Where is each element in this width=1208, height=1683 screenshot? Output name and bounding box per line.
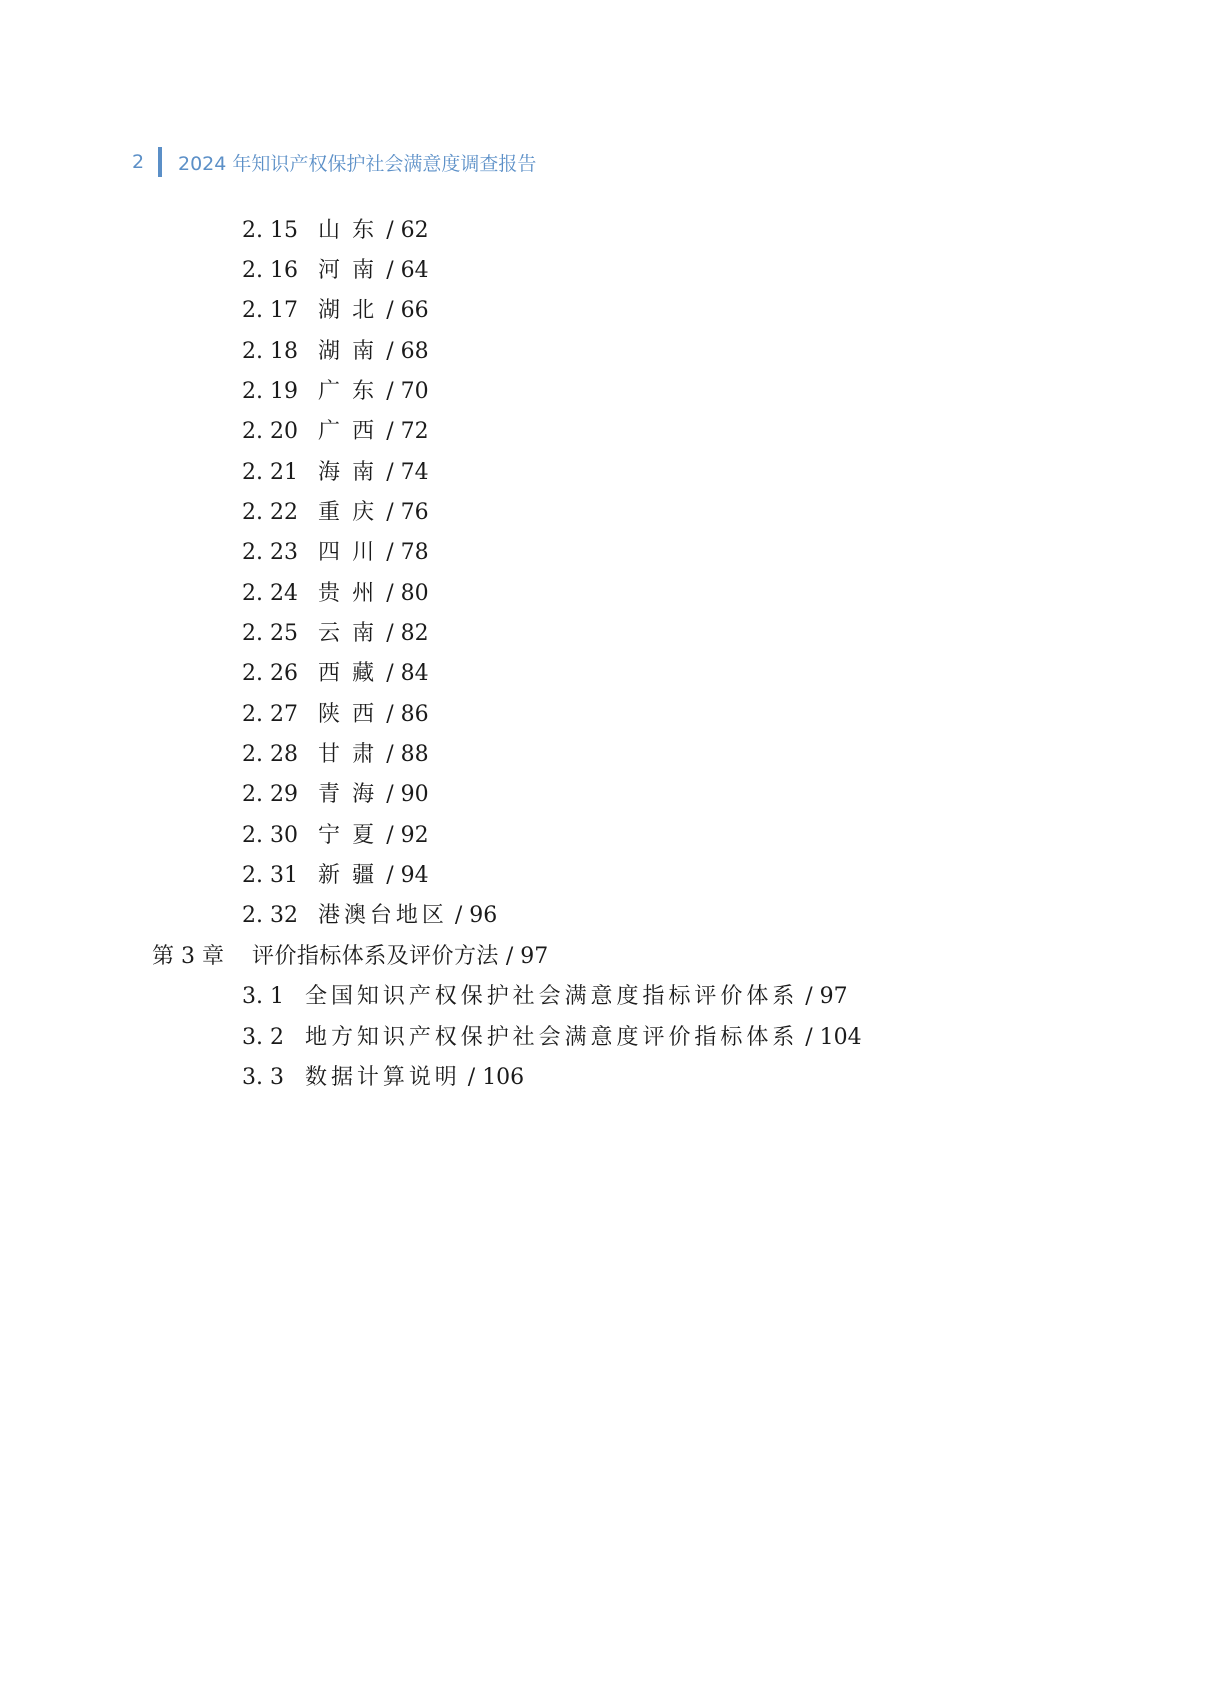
- toc-chapter-page: 97: [520, 944, 549, 969]
- toc-entry[interactable]: [242, 901, 497, 931]
- toc-entry-number: 3. 2: [242, 1025, 284, 1050]
- toc-entry[interactable]: [242, 861, 429, 891]
- page-number: 2: [132, 151, 145, 173]
- toc-entry[interactable]: [242, 458, 429, 488]
- toc-entry-page: 78: [400, 540, 429, 565]
- toc-entry-title: 重庆: [318, 500, 387, 525]
- toc-entry-title: 海南: [318, 460, 387, 485]
- toc-separator: /: [505, 944, 514, 969]
- toc-entry[interactable]: [242, 700, 429, 730]
- toc-separator: /: [386, 298, 394, 323]
- toc-entry-number: 2. 20: [242, 419, 298, 444]
- toc-entry-page: 106: [482, 1065, 525, 1090]
- toc-entry-number: 2. 24: [242, 581, 298, 606]
- toc-separator: /: [386, 702, 394, 727]
- toc-entry-number: 2. 26: [242, 661, 298, 686]
- toc-entry-number: 2. 32: [242, 903, 298, 928]
- toc-separator: /: [386, 823, 394, 848]
- toc-entry[interactable]: [242, 417, 429, 447]
- toc-entry-page: 70: [400, 379, 429, 404]
- toc-entry-number: 2. 31: [242, 863, 298, 888]
- toc-entry-number: 2. 18: [242, 339, 298, 364]
- toc-entry-page: 84: [400, 661, 429, 686]
- toc-entry-title: 新疆: [318, 863, 387, 888]
- toc-entry-page: 96: [469, 903, 498, 928]
- toc-separator: /: [454, 903, 463, 928]
- toc-section-entry[interactable]: [242, 982, 848, 1012]
- toc-entry-page: 66: [400, 298, 429, 323]
- toc-entry-title: 数据计算说明: [305, 1065, 461, 1090]
- toc-entry[interactable]: [242, 740, 429, 770]
- toc-entry[interactable]: [242, 780, 429, 810]
- toc-entry-title: 河南: [318, 258, 387, 283]
- toc-entry[interactable]: [242, 538, 429, 568]
- toc-separator: /: [386, 661, 394, 686]
- toc-entry-number: 2. 17: [242, 298, 298, 323]
- toc-entry-number: 2. 23: [242, 540, 298, 565]
- toc-separator: /: [386, 742, 394, 767]
- toc-entry-title: 甘肃: [318, 742, 387, 767]
- toc-entry[interactable]: [242, 821, 429, 851]
- toc-entry-page: 80: [400, 581, 429, 606]
- toc-entry[interactable]: [242, 216, 429, 246]
- toc-entry-title: 贵州: [318, 581, 387, 606]
- toc-entry[interactable]: [242, 377, 429, 407]
- toc-entry-page: 92: [400, 823, 429, 848]
- toc-section-entry[interactable]: [242, 1063, 524, 1093]
- toc-separator: /: [386, 419, 394, 444]
- toc-entry[interactable]: [242, 579, 429, 609]
- toc-entry-title: 广西: [318, 419, 387, 444]
- toc-separator: /: [386, 258, 394, 283]
- toc-entry-title: 青海: [318, 782, 387, 807]
- toc-entry-page: 94: [400, 863, 429, 888]
- toc-entry-page: 88: [400, 742, 429, 767]
- toc-entry-page: 64: [400, 258, 429, 283]
- toc-entry-title: 湖北: [318, 298, 387, 323]
- toc-entry-page: 86: [400, 702, 429, 727]
- toc-entry-title: 地方知识产权保护社会满意度评价指标体系: [305, 1025, 799, 1050]
- toc-separator: /: [386, 863, 394, 888]
- toc-entry-number: 2. 28: [242, 742, 298, 767]
- toc-entry-title: 西藏: [318, 661, 387, 686]
- toc-entry-page: 62: [400, 218, 429, 243]
- toc-separator: /: [805, 1025, 813, 1050]
- toc-separator: /: [386, 460, 394, 485]
- toc-chapter-number: 第 3 章: [152, 944, 224, 969]
- toc-entry-page: 68: [400, 339, 429, 364]
- toc-entry-page: 74: [400, 460, 429, 485]
- toc-separator: /: [386, 782, 394, 807]
- toc-entry-title: 广东: [318, 379, 387, 404]
- toc-separator: /: [386, 540, 394, 565]
- toc-separator: /: [386, 621, 394, 646]
- toc-entry-number: 2. 22: [242, 500, 298, 525]
- toc-entry-number: 2. 15: [242, 218, 298, 243]
- toc-separator: /: [386, 379, 394, 404]
- toc-entry-number: 3. 1: [242, 984, 284, 1009]
- toc-entry-number: 2. 21: [242, 460, 298, 485]
- toc-entry-page: 90: [400, 782, 429, 807]
- running-header: [132, 147, 536, 177]
- toc-entry-page: 97: [819, 984, 848, 1009]
- running-title: 2024 年知识产权保护社会满意度调查报告: [178, 152, 537, 175]
- toc-entry[interactable]: [242, 498, 429, 528]
- toc-entry-number: 2. 16: [242, 258, 298, 283]
- toc-entry-title: 港澳台地区: [318, 903, 448, 928]
- toc-entry-title: 全国知识产权保护社会满意度指标评价体系: [305, 984, 799, 1009]
- toc-entry[interactable]: [242, 619, 429, 649]
- toc-entry-page: 72: [400, 419, 429, 444]
- toc-entry[interactable]: [242, 296, 429, 326]
- toc-separator: /: [386, 581, 394, 606]
- toc-chapter-entry[interactable]: [152, 942, 548, 972]
- toc-entry-number: 2. 27: [242, 702, 298, 727]
- toc-entry-title: 湖南: [318, 339, 387, 364]
- header-divider-bar: [158, 147, 162, 177]
- toc-entry-number: 2. 19: [242, 379, 298, 404]
- toc-entry-page: 76: [400, 500, 429, 525]
- toc-separator: /: [386, 500, 394, 525]
- toc-separator: /: [805, 984, 813, 1009]
- toc-entry[interactable]: [242, 659, 429, 689]
- toc-entry-number: 2. 29: [242, 782, 298, 807]
- toc-entry-title: 宁夏: [318, 823, 387, 848]
- toc-entry-page: 82: [400, 621, 429, 646]
- toc-entry-number: 2. 30: [242, 823, 298, 848]
- toc-entry[interactable]: [242, 256, 429, 286]
- toc-entry-title: 陕西: [318, 702, 387, 727]
- toc-separator: /: [386, 218, 394, 243]
- toc-entry-page: 104: [819, 1025, 862, 1050]
- toc-entry-number: 3. 3: [242, 1065, 284, 1090]
- toc-separator: /: [467, 1065, 476, 1090]
- toc-entry[interactable]: [242, 337, 429, 367]
- toc-entry-title: 四川: [318, 540, 387, 565]
- toc-entry-title: 山东: [318, 218, 387, 243]
- toc-chapter-title: 评价指标体系及评价方法: [252, 944, 499, 969]
- toc-section-entry[interactable]: [242, 1023, 862, 1053]
- toc-entry-title: 云南: [318, 621, 387, 646]
- toc-separator: /: [386, 339, 394, 364]
- toc-entry-number: 2. 25: [242, 621, 298, 646]
